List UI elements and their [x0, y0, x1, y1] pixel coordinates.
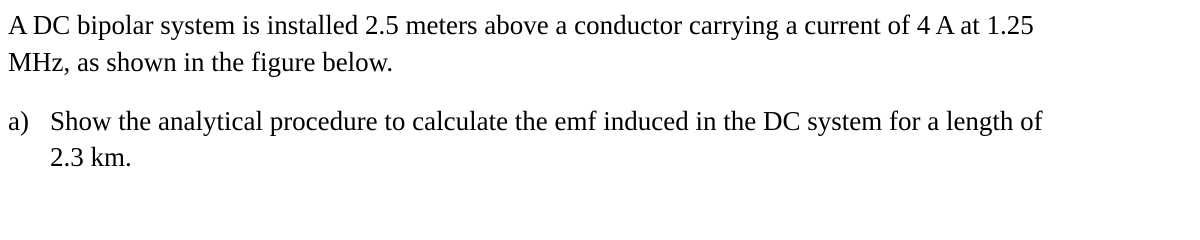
problem-statement-line-2: MHz, as shown in the figure below. [8, 47, 394, 77]
problem-statement-line-1: A DC bipolar system is installed 2.5 meters above a conductor carrying a current of 4 A at 1.25 [8, 10, 1034, 40]
question-text-line-1: Show the analytical procedure to calculate the emf induced in the DC system for a length of [50, 106, 1043, 136]
question-a [8, 106, 1188, 172]
question-marker: a) [8, 106, 29, 136]
question-text-line-2: 2.3 km. [50, 142, 132, 172]
